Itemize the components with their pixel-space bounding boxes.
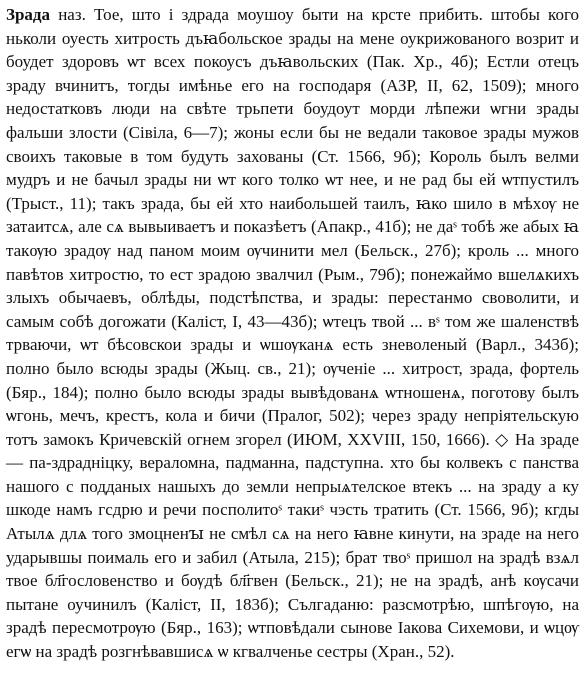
- entry-headword: Зрада: [6, 5, 51, 24]
- entry-body: наз. Тое, што і здрада моушоу быти на крсте прибить. штобы кого ньколи оуесть хитрость дъꙗбольское зрады на мене оукрижованого возрит и боудет здоровъ ѡт всех покоусъ дъꙗвольских (Пак. Хр., 4б); Естли отецъ зраду вчинитъ, тогды имѣнье его на господаря (АЗР, II, 62, 1509); много недостатковъ люди на свѣте трьпети боудоут морди лѣпежи ѡгни зрады фальши злости (Сівіла, 6—7); жоны если бы не ведали таковое зрады мужов своихъ таковые в том будуть захованы (Ст. 1566, 9б); Король былъ велми мудръ и не бачыл зрады ни ѡт кого толко ѡт нее, и не рад бы ей ѡтпустилъ (Трыст., 11); такъ зрада, бы ей хто наибольшей таилъ, ꙗко шило в мѣхѹ не затаитсѧ, але сѧ вывыиваетъ и показѣетъ (Апакр., 41б); не даˢ тобѣ же абых ꙗ такѹю зрадѹ над паном моим ѹчинити мел (Бельск., 27б); кроль ... много павѣтов хитростю, то ест зрадою звалчил (Рым., 79б); понежаймо вшелѧкихъ злыхъ обычаевъ, облѣды, подстѣпства, и зрады: перестанмо своволити, и самым собѣ догожати (Каліст, I, 43—43б); ѡтецъ твой ... вˢ том же шаленствѣ трваючи, ѡт бѣсовскои зрады и ѡшѹканѧ есть зневоленый (Варл., 343б); полно было всюды зрады (Жыц. св., 21); ѹченіе ... хитрост, зрада, фортель (Бяр., 184); полно было всюды зрады вывѣдованѧ ѡтношенѧ, поготову былъ ѡгонь, мечъ, крестъ, кола и бичи (Пралог, 502); через зраду непріятельскую тотъ замокъ Кричевскій огнем згорел (ИЮМ, XXVIII, 150, 1666). ◇ На зраде — па-здрадніцку, вераломна, падманна, падступна. хто бы колвекъ с панства нашого с подданых нашыхъ до земли непрыѧтелское втекъ ... на зраду а ку шкоде намъ гсдрю и речи посполитоˢ такиˢ чэсть тратить (Ст. 1566, 9б); кгды Атылѧ длѧ того змоцненꙑ не смѣл сѧ на него ꙗвне кинути, на зраде на него ударывшы поималь его и забил (Атыла, 215); брат твоˢ пришол на зрадѣ взѧл твое бл҃гословенство и бѹдѣ бл҃гвен (Бельск., 21); не на зрадѣ, анѣ кѹсачи пытане оучинилъ (Каліст, II, 183б); Сългаданю: разсмотрѣю, шпѣгѹю, на зрадѣ пересмотрѹю (Бяр., 163); ѡтповѣдали сынове Іакова Сихемови, и ѡцѹ егѡ на зрадѣ розгнѣвавшисѧ ѡ кгвалченье сестры (Хран., 52).: [6, 5, 579, 662]
